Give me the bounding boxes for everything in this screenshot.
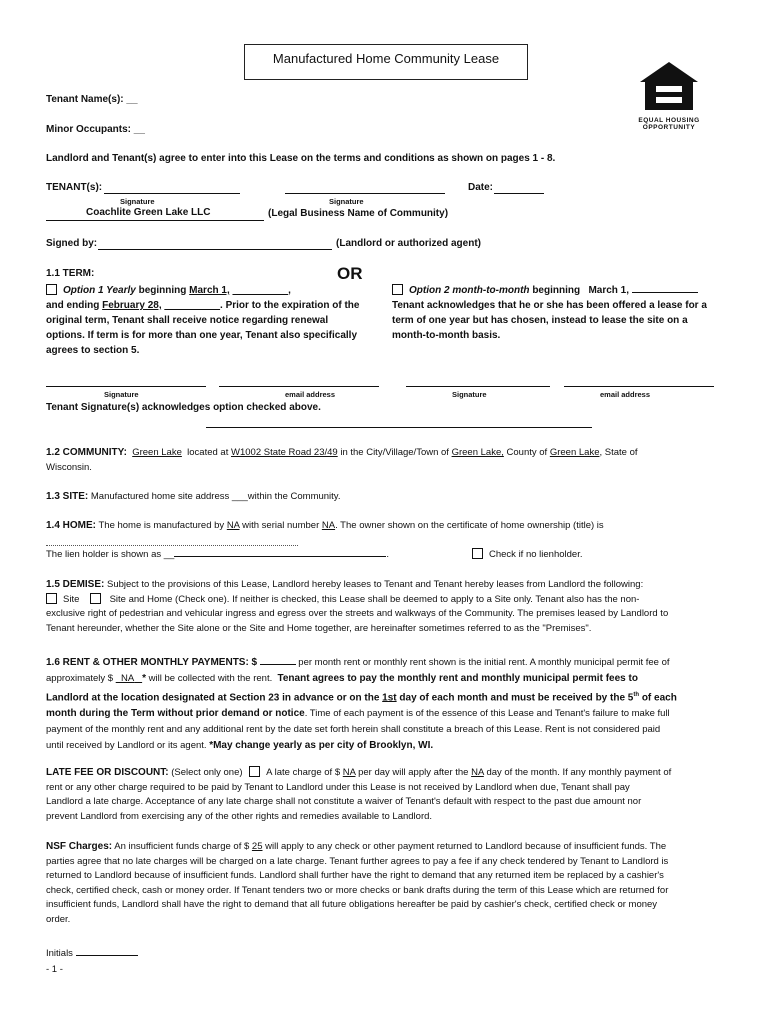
house-icon xyxy=(638,60,700,112)
opt1-signature-caption: Signature xyxy=(104,390,139,399)
option-1-start-year[interactable]: __________ xyxy=(232,285,289,296)
signature-caption-1: Signature xyxy=(120,197,155,206)
initials-row: Initials xyxy=(46,948,138,959)
section-1-6: 1.6 RENT & OTHER MONTHLY PAYMENTS: $ per month rent or monthly rent shown is the initial rent. A monthly municipal permit fee of approximately $ NA * will be collected with the rent. Tenant agrees to pay the monthly rent and monthly municipal permit fees to Landlord at the location designated at Section 23 in advance or on the 1st day of each month and must be received by the 5th of each month during the Term without prior demand or notice. Time of each payment is of the essence of this Lease and Tenant's failure to make full payment of the monthly rent and any additional rent by the date set forth herein shall constitute a breach of this Lease. Rent is not considered paid until received by Landlord or its agent. *May change yearly as per city of Brooklyn, WI. xyxy=(46,657,677,752)
tenant-signature-line-1[interactable] xyxy=(104,193,240,194)
signed-by-label: Signed by: xyxy=(46,238,98,249)
or-label: OR xyxy=(337,264,363,283)
option-1-checkbox[interactable] xyxy=(46,284,57,295)
late-charge-checkbox[interactable] xyxy=(249,766,260,777)
section-divider xyxy=(206,427,592,428)
minor-occupants-field[interactable]: __ xyxy=(133,124,145,135)
signature-caption-2: Signature xyxy=(329,197,364,206)
late-fee-section: LATE FEE OR DISCOUNT: (Select only one) A late charge of $ NA per day will apply after the NA day of the month. If any monthly payment of rent or any other charge required to be paid by Tenant to Landlord under this Lease is not received by Landlord when due, Tenant shall pay Landlord a late charge. Acceptance of any late charge shall not constitute a waiver of Tenant's default with respect to the past due amount nor prevent Landlord from exercising any of the other rights and remedies available to Landlord. xyxy=(46,767,672,822)
owner-title-line[interactable] xyxy=(46,545,298,546)
tenant-names-field[interactable]: __ xyxy=(126,94,138,105)
date-label: Date: xyxy=(468,182,494,193)
section-1-4: 1.4 HOME: The home is manufactured by NA with serial number NA. The owner shown on the certificate of home ownership (title) is xyxy=(46,520,604,531)
site-and-home-checkbox[interactable] xyxy=(90,593,101,604)
acknowledge-text: Tenant Signature(s) acknowledges option checked above. xyxy=(46,402,321,413)
opt1-email-caption: email address xyxy=(285,390,336,399)
minor-occupants-row: Minor Occupants: __ xyxy=(46,124,145,135)
option-1-signature-line[interactable] xyxy=(46,386,206,387)
page-number: - 1 - xyxy=(46,964,63,975)
nsf-section: NSF Charges: An insufficient funds charge of $ 25 will apply to any check or other payment returned to Landlord because of insufficient funds. The parties agree that no late charges will be charged on a late charge. Tenant further agrees to pay a fee if any check tendered by Tenant to Landlord is returned to Landlord because of insufficient funds. Landlord shall further have the right to demand that any returned item be replaced by a cashier's check, certified check, cash or money order. If Tenant tenders two or more checks or bank drafts during the term of this Lease which are returned for insufficient funds, Landlord shall have the right to demand that all future obligations hereafter be paid by cashier's check, certified check or money order. xyxy=(46,841,669,925)
date-field[interactable] xyxy=(494,193,544,194)
lien-holder-row: The lien holder is shown as __ . xyxy=(46,549,389,560)
community-name: Coachlite Green Lake LLC xyxy=(86,207,211,218)
term-heading: 1.1 TERM: xyxy=(46,268,95,279)
option-2-block: Option 2 month-to-month beginning March 1, Tenant acknowledges that he or she has been offered a lease for a term of one year but has chosen, instead to lease the site on a month-to-month basis. xyxy=(392,285,707,341)
lien-holder-field[interactable] xyxy=(174,556,386,557)
option-2-email-line[interactable] xyxy=(564,386,714,387)
tenant-names-row: Tenant Name(s): __ xyxy=(46,94,138,105)
option-2-year-field[interactable] xyxy=(632,292,698,293)
section-1-2: 1.2 COMMUNITY: Green Lake located at W1002 State Road 23/49 in the City/Village/Town of Green Lake, County of Green Lake, State of Wisconsin. xyxy=(46,447,638,473)
signed-by-line[interactable] xyxy=(98,249,332,250)
tenants-label: TENANT(s): xyxy=(46,182,103,193)
section-1-3: 1.3 SITE: Manufactured home site address ___within the Community. xyxy=(46,491,341,502)
tenant-signature-line-2[interactable] xyxy=(285,193,445,194)
agree-line: Landlord and Tenant(s) agree to enter into this Lease on the terms and conditions as shown on pages 1 - 8. xyxy=(46,153,556,164)
option-1-end-year[interactable]: __________ xyxy=(164,300,221,311)
opt2-signature-caption: Signature xyxy=(452,390,487,399)
opt2-email-caption: email address xyxy=(600,390,651,399)
site-checkbox[interactable] xyxy=(46,593,57,604)
option-1-block: Option 1 Yearly beginning March 1, __________, and ending February 28, __________. Prior to the expiration of the original term, Tenant shall receive notice regarding renewal options. If term is for more than one year, Tenant also specifically agrees to section 5. xyxy=(46,285,360,356)
section-1-5: 1.5 DEMISE: Subject to the provisions of this Lease, Landlord hereby leases to Tenant and Tenant hereby leases from Landlord the following: Site Site and Home (Check one). If neither is checked, this Lease shall be deemed to apply to a Site only. Tenant also has the non- exclusive right of pedestrian and vehicular ingress and egress over the streets and walkways of the Community. The premises leased by Landlord to Tenant hereunder, whether the Site alone or the Site and Home together, are hereinafter sometimes referred to as the "Premises". xyxy=(46,579,669,634)
logo-text: EQUAL HOUSING OPPORTUNITY xyxy=(638,117,700,131)
legal-name-label: (Legal Business Name of Community) xyxy=(268,208,449,219)
landlord-agent-label: (Landlord or authorized agent) xyxy=(336,238,481,249)
community-name-line xyxy=(46,220,264,221)
initials-field[interactable] xyxy=(76,955,138,956)
option-2-signature-line[interactable] xyxy=(406,386,550,387)
site-address-field[interactable]: ___ xyxy=(231,491,248,502)
equal-housing-logo xyxy=(636,60,702,131)
document-title: Manufactured Home Community Lease xyxy=(244,44,528,80)
no-lienholder-row: Check if no lienholder. xyxy=(472,548,582,560)
no-lienholder-checkbox[interactable] xyxy=(472,548,483,559)
option-1-email-line[interactable] xyxy=(219,386,379,387)
monthly-rent-field[interactable] xyxy=(260,664,296,665)
option-2-checkbox[interactable] xyxy=(392,284,403,295)
